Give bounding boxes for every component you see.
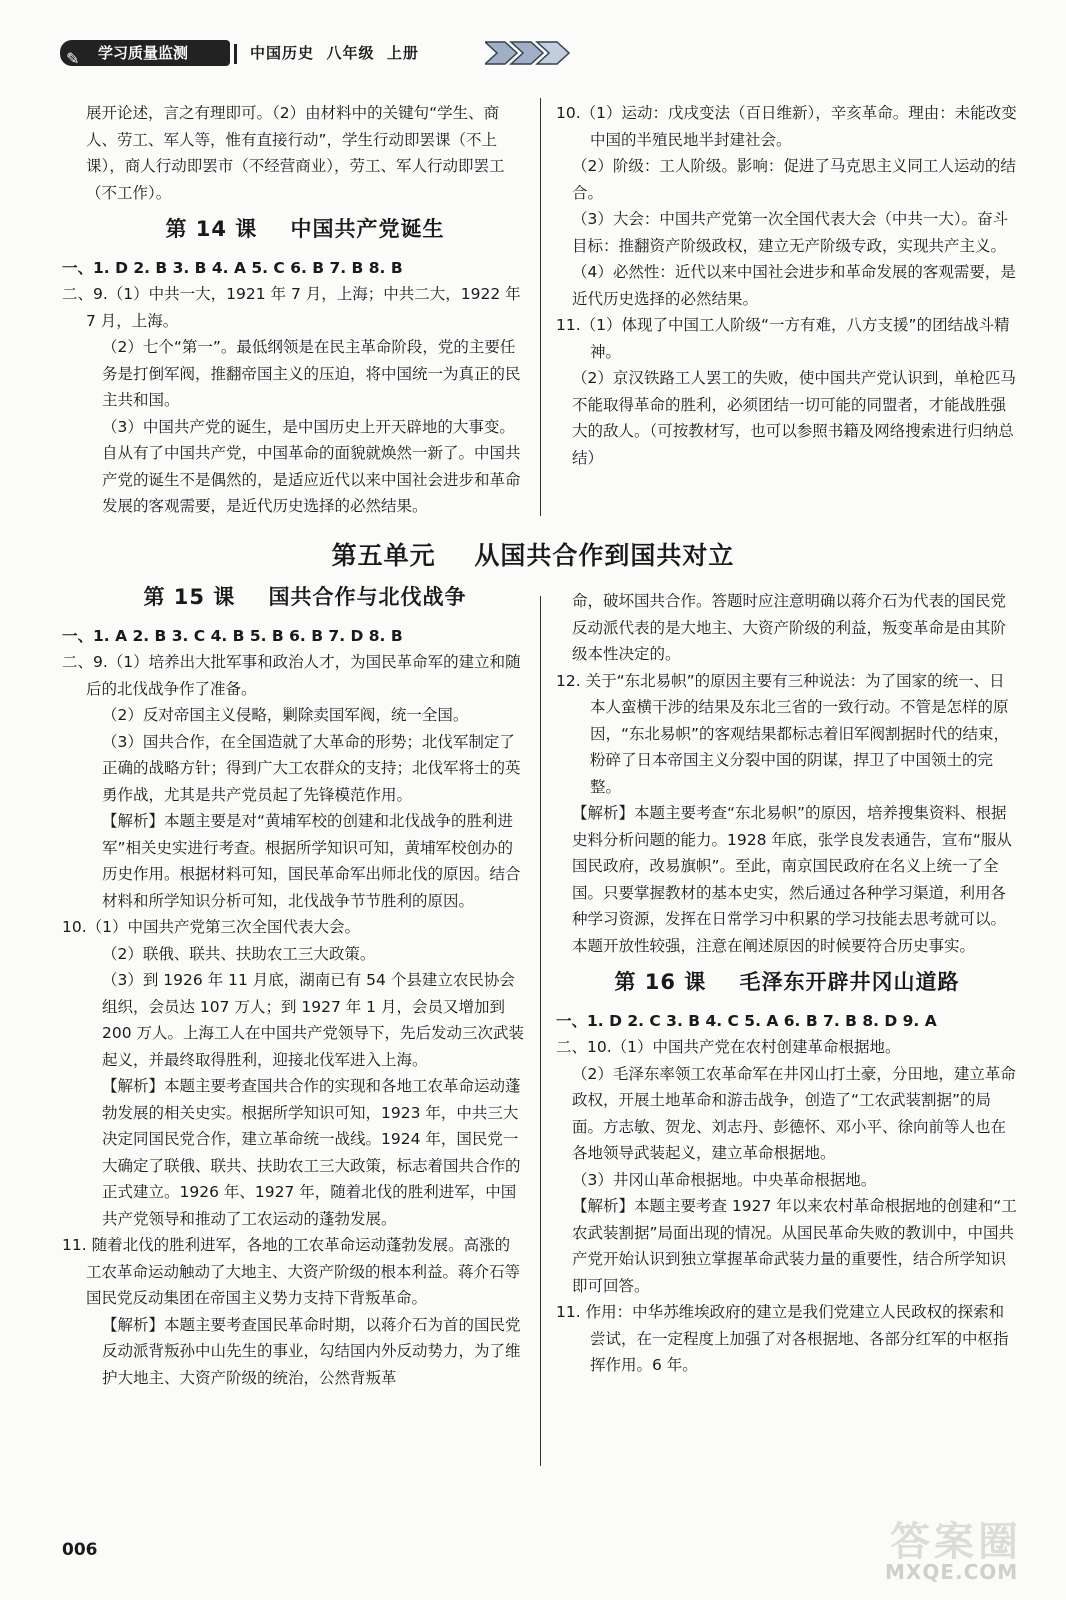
watermark-text: 答案圈 <box>890 1519 1022 1565</box>
q11-part1: 11.（1）体现了中国工人阶级“一方有难，八方支援”的团结战斗精神。 <box>556 316 1010 361</box>
l16-q10-part3: （3）井冈山革命根据地。中央革命根据地。 <box>572 1170 877 1189</box>
q10-part4: （4）必然性：近代以来中国社会进步和革命发展的客观需要，是近代历史选择的必然结果。 <box>572 263 1016 308</box>
header-badge <box>60 40 230 66</box>
l15-q12: 12. 关于“东北易帜”的原因主要有三种说法：为了国家的统一、日本人蛮横干涉的结果及东北三省的一致行动。不管是怎样的原因，“东北易帜”的客观结果都标志着旧军阀割据时代的结束，粉碎了日本帝国主义分裂中国的阴谋，捍卫了中国领土的完整。 <box>556 671 1010 796</box>
bottom-right-column <box>556 588 1018 1379</box>
l15-q11-analysis-cont: 命，破坏国共合作。答题时应注意明确以蒋介石为代表的国民党反动派代表的是大地主、大资产阶级的利益，叛变革命是由其阶级本性决定的。 <box>572 592 1007 663</box>
header-separator <box>234 44 237 64</box>
top-right-column <box>556 100 1018 471</box>
l15-q9-part2: （2）反对帝国主义侵略，剿除卖国军阀，统一全国。 <box>102 706 469 724</box>
l15-q11-analysis: 【解析】本题主要考查国民革命时期，以蒋介石为首的国民党反动派背叛孙中山先生的事业，勾结国内外反动势力，为了维护大地主、大资产阶级的统治，公然背叛革 <box>102 1315 521 1387</box>
l16-q10-part1: 二、10.（1）中国共产党在农村创建革命根据地。 <box>556 1038 901 1056</box>
l14-choice-answers: 一、1. D 2. B 3. B 4. A 5. C 6. B 7. B 8. B <box>62 258 403 277</box>
l14-q9-part2: （2）七个“第一”。最低纲领是在民主革命阶段，党的主要任务是打倒军阀，推翻帝国主义的压迫，将中国统一为真正的民主共和国。 <box>102 338 521 409</box>
lesson-14-title: 第 14 课 中国共产党诞生 <box>165 217 445 241</box>
l14-q9-part3: （3）中国共产党的诞生，是中国历史上开天辟地的大事变。自从有了中国共产党，中国革命的面貌就焕然一新了。中国共产党的诞生不是偶然的，是适应近代以来中国社会进步和革命发展的客观需要，是近代历史选择的必然结果。 <box>102 417 521 515</box>
l14-q9-part1: 二、9.（1）中共一大，1921 年 7 月，上海；中共二大，1922 年 7 月，上海。 <box>62 285 521 330</box>
l16-q10-part2: （2）毛泽东率领工农革命军在井冈山打土豪，分田地，建立革命政权，开展土地革命和游击战争，创造了“工农武装割据”的局面。方志敏、贺龙、刘志丹、彭德怀、邓小平、徐向前等人也在各地领导武装起义，建立革命根据地。 <box>572 1064 1016 1162</box>
l16-q10-analysis: 【解析】本题主要考查 1927 年以来农村革命根据地的创建和“工农武装割据”局面出现的情况。从国民革命失败的教训中，中国共产党开始认识到独立掌握革命武装力量的重要性，结合所学知识即可回答。 <box>572 1197 1017 1295</box>
l15-q9-analysis: 【解析】本题主要是对“黄埔军校的创建和北伐战争的胜利进军”相关史实进行考查。根据所学知识可知，黄埔军校创办的历史作用。根据材料可知，国民革命军出师北伐的原因。结合材料和所学知识分析可知，北伐战争节节胜利的原因。 <box>102 812 521 910</box>
q10-part2: （2）阶级：工人阶级。影响：促进了马克思主义同工人运动的结合。 <box>572 157 1016 202</box>
unit-title: 第五单元 从国共合作到国共对立 <box>331 541 735 570</box>
lesson-16-title: 第 16 课 毛泽东开辟井冈山道路 <box>614 970 960 994</box>
l16-q11: 11. 作用：中华苏维埃政府的建立是我们党建立人民政权的探索和尝试，在一定程度上加强了对各根据地、各部分红军的中枢指挥作用。6 年。 <box>556 1303 1009 1374</box>
l15-q11: 11. 随着北伐的胜利进军，各地的工农革命运动蓬勃发展。高涨的工农革命运动触动了大地主、大资产阶级的根本利益。蒋介石等国民党反动集团在帝国主义势力支持下背叛革命。 <box>62 1236 521 1307</box>
pen-icon: ✎ <box>66 49 80 68</box>
l15-q9-part3: （3）国共合作，在全国造就了大革命的形势；北伐军制定了正确的战略方针；得到广大工农群众的支持；北伐军将士的英勇作战，尤其是共产党员起了先锋模范作用。 <box>102 732 521 804</box>
watermark-url: MXQE.COM <box>885 1560 1019 1584</box>
q10-part1: 10.（1）运动：戊戌变法（百日维新），辛亥革命。理由：未能改变中国的半殖民地半封建社会。 <box>556 104 1017 149</box>
l15-q12-analysis: 【解析】本题主要考查“东北易帜”的原因，培养搜集资料、根据史料分析问题的能力。1928 年底，张学良发表通告，宣布“服从国民政府，改易旗帜”。至此，南京国民政府在名义上统一了全国。只要掌握教材的基本史实，然后通过各种学习渠道，利用各种学习资源，发挥在日常学习中积累的学习技能去思考就可以。本题开放性较强，注意在阐述原因的时候要符合历史事实。 <box>572 804 1012 955</box>
column-divider-bottom <box>540 596 541 1466</box>
q11-part2: （2）京汉铁路工人罢工的失败，使中国共产党认识到，单枪匹马不能取得革命的胜利，必须团结一切可能的同盟者，才能战胜强大的敌人。（可按教材写，也可以参照书籍及网络搜索进行归纳总结） <box>572 369 1016 467</box>
continued-paragraph: 展开论述，言之有理即可。（2）由材料中的关键句“学生、商人、劳工、军人等，惟有直接行动”，学生行动即罢课（不上课），商人行动即罢市（不经营商业），劳工、军人行动即罢工（不工作）。 <box>86 104 505 202</box>
l16-choice-answers: 一、1. D 2. C 3. B 4. C 5. A 6. B 7. B 8. D 9. A <box>556 1011 937 1030</box>
l15-choice-answers: 一、1. A 2. B 3. C 4. B 5. B 6. B 7. D 8. B <box>62 626 403 645</box>
l15-q10-part2: （2）联俄、联共、扶助农工三大政策。 <box>102 944 376 963</box>
top-left-column <box>62 100 524 520</box>
l15-q10-part1: 10.（1）中国共产党第三次全国代表大会。 <box>62 918 361 936</box>
watermark-logo <box>875 1510 1050 1590</box>
l15-q9-part1: 二、9.（1）培养出大批军事和政治人才，为国民革命军的建立和随后的北伐战争作了准备。 <box>62 653 521 698</box>
l15-q10-part3: （3）到 1926 年 11 月底，湖南已有 54 个县建立农民协会组织，会员达 107 万人；到 1927 年 1 月，会员又增加到 200 万人。上海工人在中国共产党领导下，先后发动三次武装起义，并最终取得胜利，迎接北伐军进入上海。 <box>102 971 525 1069</box>
page-number: 006 <box>62 1540 98 1560</box>
chevron-arrows-icon <box>485 38 575 68</box>
bottom-left-column <box>62 584 525 1391</box>
q10-part3: （3）大会：中国共产党第一次全国代表大会（中共一大）。奋斗目标：推翻资产阶级政权，建立无产阶级专政，实现共产主义。 <box>572 210 1009 255</box>
header-badge-text: 学习质量监测 <box>98 44 189 62</box>
l15-q10-analysis: 【解析】本题主要考查国共合作的实现和各地工农革命运动蓬勃发展的相关史实。根据所学知识可知，1923 年，中共三大决定同国民党合作，建立革命统一战线。1924 年，国民党一大确定了联俄、联共、扶助农工三大政策，标志着国共合作的正式建立。1926 年、1927 年，随着北伐的胜利进军，中国共产党领导和推动了工农运动的蓬勃发展。 <box>102 1077 521 1228</box>
column-divider-top <box>540 98 541 516</box>
lesson-15-title: 第 15 课 国共合作与北伐战争 <box>143 585 467 609</box>
page-header <box>60 36 520 72</box>
header-title: 中国历史 八年级 上册 <box>250 44 419 62</box>
